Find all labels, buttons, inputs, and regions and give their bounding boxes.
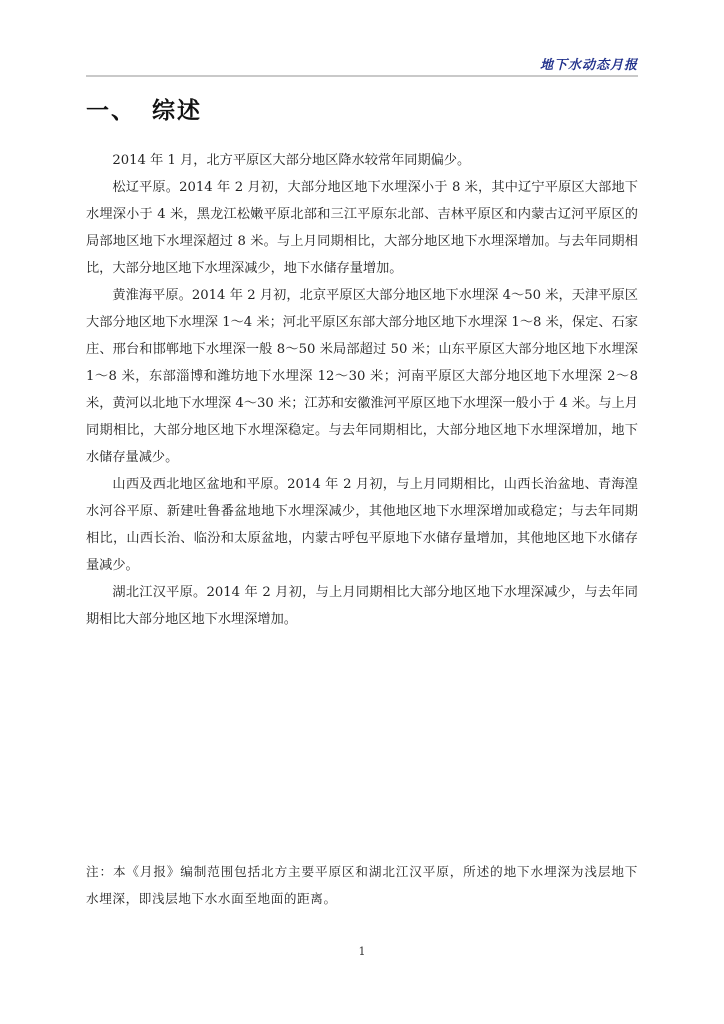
section-heading <box>86 92 202 125</box>
page-number: 1 <box>358 945 366 958</box>
body-text <box>86 147 638 633</box>
paragraph-huanghuaihai: 黄淮海平原。2014 年 2 月初，北京平原区大部分地区地下水埋深 4～50 米，天津平原区大部分地区地下水埋深 1～4 米；河北平原区东部大部分地区地下水埋深 1～8 米，保定、石家庄、邢台和邯郸地下水埋深一般 8～50 米局部超过 50 米；山东平原区大部分地区地下水埋深 1～8 米，东部淄博和潍坊地下水埋深 12～30 米；河南平原区大部分地区地下水埋深 2～8 米，黄河以北地下水埋深 4～30 米；江苏和安徽淮河平原区地下水埋深一般小于 4 米。与上月同期相比，大部分地区地下水埋深稳定。与去年同期相比，大部分地区地下水埋深增加，地下水储存量减少。 <box>86 288 638 465</box>
header-rule <box>86 75 638 77</box>
section-title: 综述 <box>152 98 202 124</box>
footnote: 注：本《月报》编制范围包括北方主要平原区和湖北江汉平原，所述的地下水埋深为浅层地下水埋深，即浅层地下水水面至地面的距离。 <box>86 864 638 906</box>
header-title: 地下水动态月报 <box>539 58 638 73</box>
paragraph-intro: 2014 年 1 月，北方平原区大部分地区降水较常年同期偏少。 <box>112 153 471 168</box>
section-number: 一、 <box>86 98 136 124</box>
paragraph-jianghan: 湖北江汉平原。2014 年 2 月初，与上月同期相比大部分地区地下水埋深减少，与去年同期相比大部分地区地下水埋深增加。 <box>86 585 638 627</box>
paragraph-shanxi-northwest: 山西及西北地区盆地和平原。2014 年 2 月初，与上月同期相比，山西长治盆地、青海湟水河谷平原、新建吐鲁番盆地地下水埋深减少，其他地区地下水埋深增加或稳定；与去年同期相比，山西长治、临汾和太原盆地，内蒙古呼包平原地下水储存量增加，其他地区地下水储存量减少。 <box>86 477 638 573</box>
paragraph-songliao: 松辽平原。2014 年 2 月初，大部分地区地下水埋深小于 8 米，其中辽宁平原区大部地下水埋深小于 4 米，黑龙江松嫩平原北部和三江平原东北部、吉林平原区和内蒙古辽河平原区的局部地区地下水埋深超过 8 米。与上月同期相比，大部分地区地下水埋深增加。与去年同期相比，大部分地区地下水埋深减少，地下水储存量增加。 <box>86 180 638 276</box>
